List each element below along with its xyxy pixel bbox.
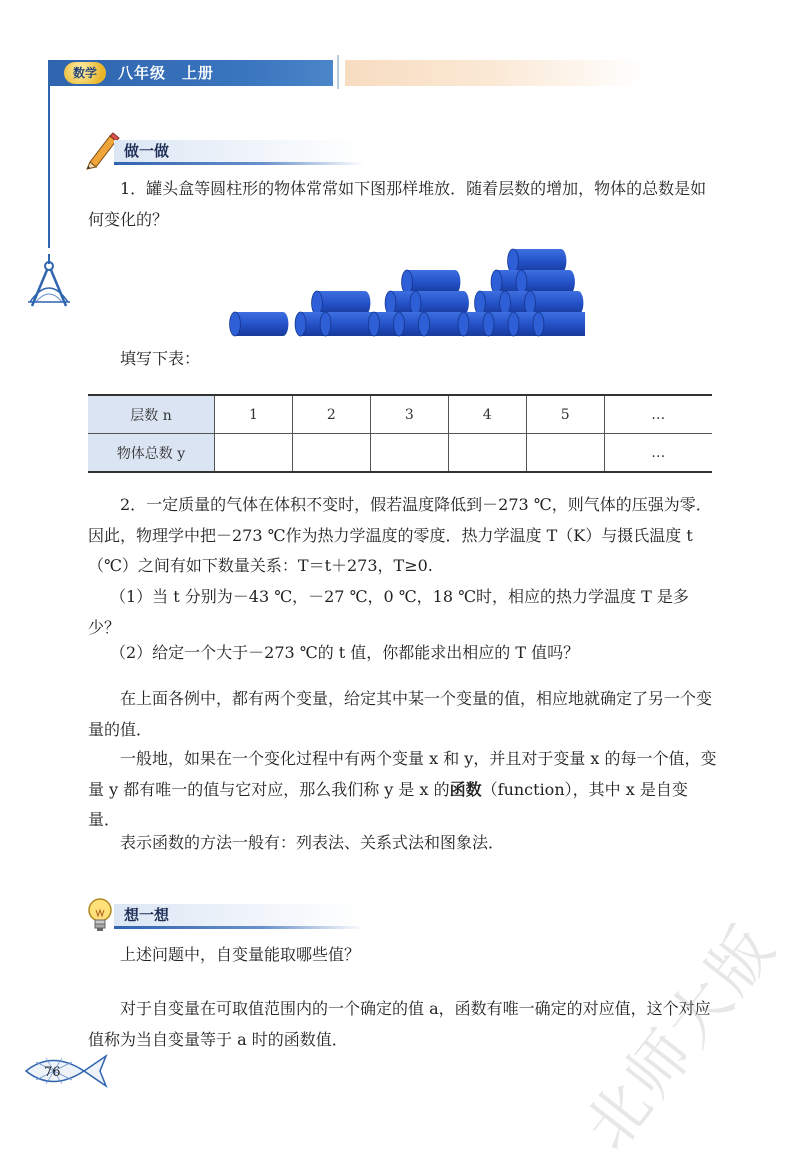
cylinder: [525, 291, 584, 315]
header-separator: [337, 55, 339, 89]
table-cell: …: [604, 395, 712, 434]
section-underline: [114, 162, 364, 165]
body-paragraph-3: 表示函数的方法一般有：列表法、关系式法和图象法．: [120, 833, 505, 852]
table-cell: 4: [448, 395, 526, 434]
section-header-think: [114, 900, 374, 928]
table-cell-empty[interactable]: [448, 434, 526, 473]
cylinder: [410, 291, 469, 315]
body-paragraph-2: [88, 744, 718, 836]
table-cell-empty[interactable]: [370, 434, 448, 473]
think-question: 上述问题中，自变量能取哪些值？: [120, 945, 361, 964]
cylinder: [402, 270, 461, 294]
margin-line: [48, 86, 50, 248]
table-cell-empty[interactable]: [526, 434, 604, 473]
cylinder: [516, 270, 575, 294]
table-cell: 1: [215, 395, 293, 434]
subject-badge: 数学: [64, 62, 106, 84]
table-cell: 5: [526, 395, 604, 434]
definition-text: 一般地，如果在一个变化过程中有两个变量 x 和 y，并且对于变量 x 的每一个值，变量 y 都有唯一的值与它对应，那么我们称 y 是 x 的: [88, 749, 717, 799]
fill-in-table: [88, 394, 712, 473]
question-2: 2．一定质量的气体在体积不变时，假若温度降低到－273 ℃，则气体的压强为零．因此，物理学中把－273 ℃作为热力学温度的零度．热力学温度 T（K）与摄氏温度 t（℃）之间有如下数量关系：T＝t＋273，T≥0.: [88, 495, 712, 575]
page-number: 76: [44, 1065, 61, 1080]
row-label-layers: 层数 n: [88, 395, 215, 434]
row-label-total: 物体总数 y: [88, 434, 215, 473]
table-row: [88, 434, 712, 473]
table-row: [88, 395, 712, 434]
cylinder: [230, 312, 289, 336]
question-2b: （2）给定一个大于－273 ℃的 t 值，你都能求出相应的 T 值吗？: [110, 643, 580, 662]
section-title-think: 想一想: [124, 906, 170, 924]
term-function: 函数: [449, 779, 482, 799]
book-title: 八年级 上册: [118, 64, 215, 82]
question-2a: （1）当 t 分别为－43 ℃，－27 ℃，0 ℃，18 ℃时，相应的热力学温度 T 是多少？: [88, 587, 689, 637]
cylinder: [508, 249, 567, 273]
section-header-do: [114, 136, 374, 164]
fish-page-icon: [22, 1048, 112, 1094]
table-cell: 2: [292, 395, 370, 434]
table-cell-empty[interactable]: [292, 434, 370, 473]
definition-text-end: （function），其中 x 是自变量．: [88, 779, 688, 829]
section-title-do: 做一做: [124, 142, 170, 160]
section-underline: [114, 926, 364, 929]
table-cell-empty[interactable]: [215, 434, 293, 473]
watermark: 北师大版: [570, 909, 791, 1163]
lightbulb-icon: [86, 896, 114, 936]
body-paragraph-1: 在上面各例中，都有两个变量，给定其中某一个变量的值，相应地就确定了另一个变量的值．: [88, 689, 713, 739]
cylinder-stacks-illustration: [225, 240, 585, 350]
fill-instruction: 填写下表：: [120, 349, 201, 368]
closing-paragraph: 对于自变量在可取值范围内的一个确定的值 a，函数有唯一确定的对应值，这个对应值称为当自变量等于 a 时的函数值．: [88, 999, 711, 1049]
cylinder: [312, 291, 371, 315]
compass-icon: [26, 252, 72, 310]
question-1: 1．罐头盒等圆柱形的物体常常如下图那样堆放．随着层数的增加，物体的总数是如何变化的？: [88, 179, 707, 229]
table-cell: 3: [370, 395, 448, 434]
header-fade-band: [345, 60, 645, 86]
cylinder: [533, 312, 585, 336]
table-cell: …: [604, 434, 712, 473]
